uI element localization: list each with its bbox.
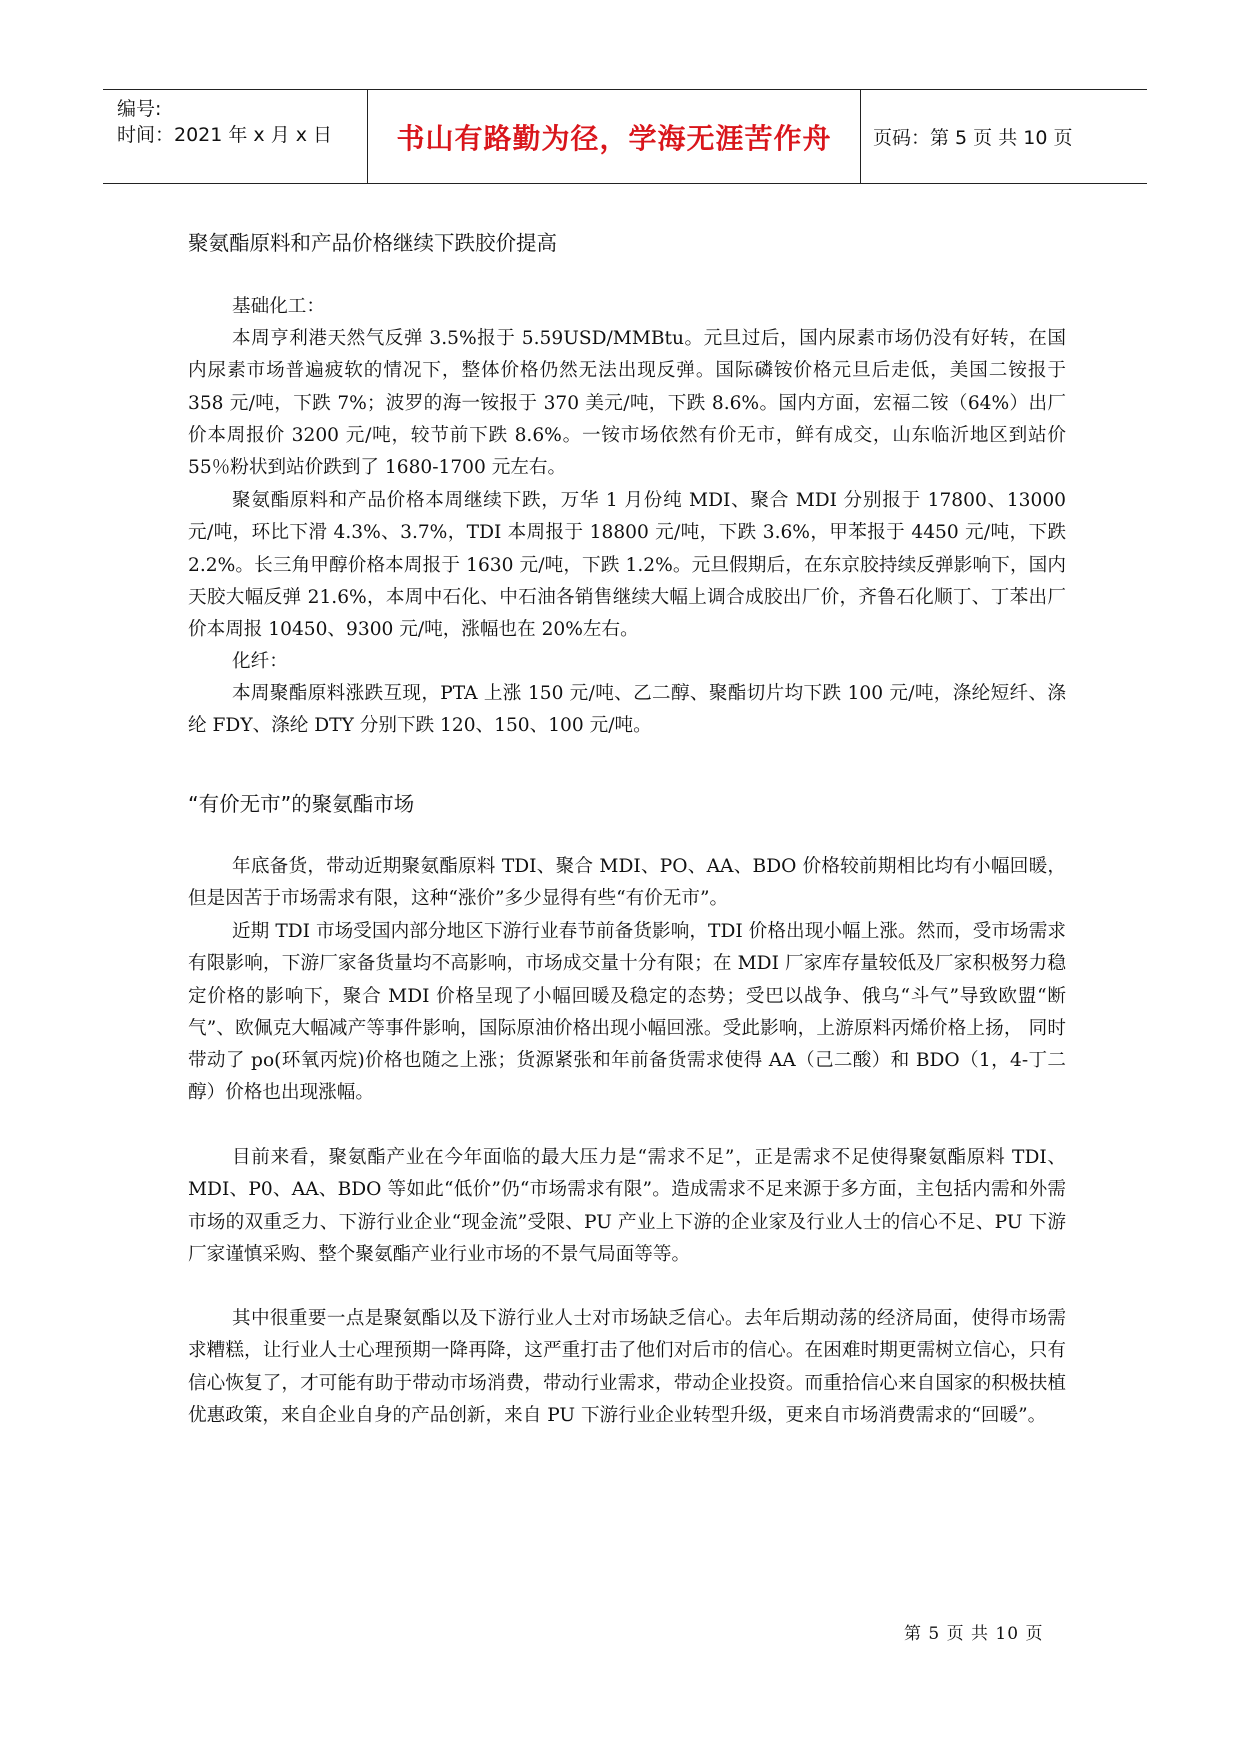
- section-title: “有价无市”的聚氨酯市场: [188, 792, 415, 816]
- page-header: [103, 89, 1147, 184]
- paragraph: 基础化工：: [232, 296, 325, 317]
- header-motto-cell: [367, 90, 861, 183]
- paragraph: 本周亨利港天然气反弹 3.5%报于 5.59USD/MMBtu。元旦过后，国内尿素市场仍没有好转，在国内尿素市场普遍疲软的情况下，整体价格仍然无法出现反弹。国际磷铵价格元旦后走低，美国二铵报于 358 元/吨，下跌 7%；波罗的海一铵报于 370 美元/吨，下跌 8.6%。国内方面，宏福二铵（64%）出厂价本周报价 3200 元/吨，较节前下跌 8.6%。一铵市场依然有价无市，鲜有成交，山东临沂地区到站价 55％粉状到站价跌到了 1680-1700 元左右。: [188, 328, 1066, 479]
- header-motto: 书山有路勤为径，学海无涯苦作舟: [396, 121, 832, 155]
- page-footer: 第 5 页 共 10 页: [904, 1624, 1044, 1644]
- paragraph: 其中很重要一点是聚氨酯以及下游行业人士对市场缺乏信心。去年后期动荡的经济局面，使得市场需求糟糕，让行业人士心理预期一降再降，这严重打击了他们对后市的信心。在困难时期更需树立信心，只有信心恢复了，才可能有助于带动市场消费，带动行业需求，带动企业投资。而重拾信心来自国家的积极扶植优惠政策，来自企业自身的产品创新，来自 PU 下游行业企业转型升级，更来自市场消费需求的“回暖”。: [188, 1308, 1066, 1426]
- header-meta-cell: [103, 90, 367, 183]
- header-page-cell: [861, 90, 1147, 183]
- paragraph: 聚氨酯原料和产品价格本周继续下跌，万华 1 月份纯 MDI、聚合 MDI 分别报于 17800、13000 元/吨，环比下滑 4.3%、3.7%，TDI 本周报于 18800 元/吨，下跌 3.6%，甲苯报于 4450 元/吨，下跌 2.2%。长三角甲醇价格本周报于 1630 元/吨，下跌 1.2%。元旦假期后，在东京胶持续反弹影响下，国内天胶大幅反弹 21.6%，本周中石化、中石油各销售继续大幅上调合成胶出厂价，齐鲁石化顺丁、丁苯出厂价本周报 10450、9300 元/吨，涨幅也在 20%左右。: [188, 490, 1066, 641]
- paragraph: 本周聚酯原料涨跌互现，PTA 上涨 150 元/吨、乙二醇、聚酯切片均下跌 100 元/吨，涤纶短纤、涤纶 FDY、涤纶 DTY 分别下跌 120、150、100 元/吨。: [188, 683, 1066, 737]
- document-time-label: 时间：2021 年 x 月 x 日: [117, 124, 333, 146]
- section-title: 聚氨酯原料和产品价格继续下跌胶价提高: [188, 231, 557, 255]
- document-number-label: 编号:: [117, 98, 162, 120]
- paragraph: 年底备货，带动近期聚氨酯原料 TDI、聚合 MDI、PO、AA、BDO 价格较前期相比均有小幅回暖，但是因苦于市场需求有限，这种“涨价”多少显得有些“有价无市”。: [188, 856, 1066, 910]
- paragraph: 化纤：: [232, 651, 288, 672]
- paragraph: 近期 TDI 市场受国内部分地区下游行业春节前备货影响，TDI 价格出现小幅上涨。然而，受市场需求有限影响，下游厂家备货量均不高影响，市场成交量十分有限；在 MDI 厂家库存量较低及厂家积极努力稳定价格的影响下，聚合 MDI 价格呈现了小幅回暖及稳定的态势；受巴以战争、俄乌“斗气”导致欧盟“断气”、欧佩克大幅减产等事件影响，国际原油价格出现小幅回涨。受此影响，上游原料丙烯价格上扬， 同时带动了 po(环氧丙烷)价格也随之上涨；货源紧张和年前备货需求使得 AA（己二酸）和 BDO（1，4-丁二醇）价格也出现涨幅。: [188, 921, 1066, 1104]
- paragraph: 目前来看，聚氨酯产业在今年面临的最大压力是“需求不足”，正是需求不足使得聚氨酯原料 TDI、MDI、P0、AA、BDO 等如此“低价”仍“市场需求有限”。造成需求不足来源于多方面，主包括内需和外需市场的双重乏力、下游行业企业“现金流”受限、PU 产业上下游的企业家及行业人士的信心不足、PU 下游厂家谨慎采购、整个聚氨酯产业行业市场的不景气局面等等。: [188, 1147, 1066, 1265]
- header-page-label: 页码：第 5 页 共 10 页: [873, 127, 1073, 149]
